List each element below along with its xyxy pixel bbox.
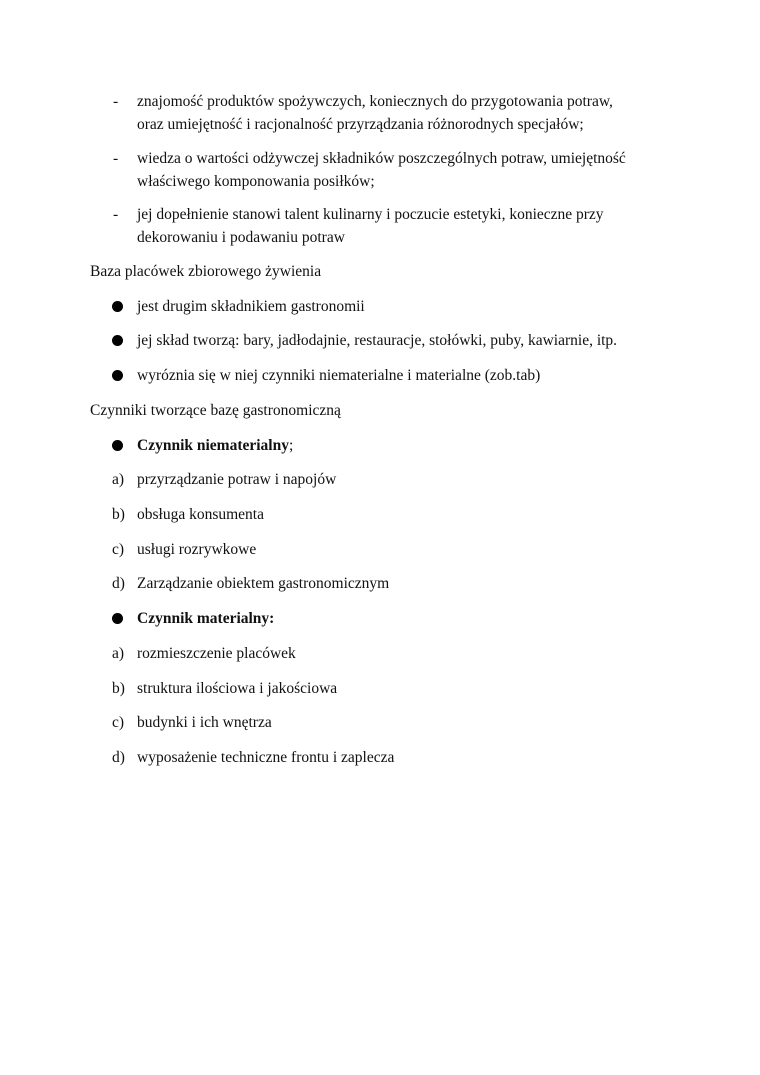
dash-marker: - — [113, 93, 119, 110]
lettered-item-text: rozmieszczenie placówek — [137, 645, 296, 662]
bullet-icon — [112, 335, 123, 346]
lettered-item-text: struktura ilościowa i jakościowa — [137, 680, 338, 697]
bullet-icon — [112, 370, 123, 381]
letter-marker: b) — [112, 680, 125, 697]
lettered-item-text: usługi rozrywkowe — [137, 541, 257, 558]
factor-title-bold: Czynnik niematerialny — [137, 437, 289, 454]
text-line: właściwego komponowania posiłków; — [137, 173, 375, 190]
dash-item-text — [137, 90, 677, 136]
heading-text: Baza placówek zbiorowego żywienia — [90, 263, 322, 280]
bullet-text: jest drugim składnikiem gastronomii — [137, 298, 365, 315]
letter-marker: d) — [112, 749, 125, 766]
text-line: dekorowaniu i podawaniu potraw — [137, 229, 345, 246]
lettered-item-text: obsługa konsumenta — [137, 506, 264, 523]
bullet-icon — [112, 613, 123, 624]
dash-item-text — [137, 203, 677, 249]
letter-marker: b) — [112, 506, 125, 523]
heading-text: Czynniki tworzące bazę gastronomiczną — [90, 402, 341, 419]
factor-title-bold: Czynnik materialny: — [137, 610, 275, 627]
lettered-item-text: Zarządzanie obiektem gastronomicznym — [137, 575, 390, 592]
bullet-text: jej skład tworzą: bary, jadłodajnie, restauracje, stołówki, puby, kawiarnie, itp. — [137, 332, 618, 349]
bullet-icon — [112, 301, 123, 312]
factor-title-suffix: ; — [289, 437, 294, 454]
text-line: jej dopełnienie stanowi talent kulinarny i poczucie estetyki, konieczne przy — [137, 206, 604, 223]
letter-marker: a) — [112, 471, 125, 488]
lettered-item-text: przyrządzanie potraw i napojów — [137, 471, 337, 488]
letter-marker: a) — [112, 645, 125, 662]
lettered-item-text: wyposażenie techniczne frontu i zaplecza — [137, 749, 395, 766]
letter-marker: c) — [112, 541, 125, 558]
dash-item-text — [137, 147, 677, 193]
text-line: znajomość produktów spożywczych, koniecznych do przygotowania potraw, — [137, 93, 613, 110]
factor-title — [137, 607, 677, 630]
bullet-icon — [112, 440, 123, 451]
text-line: wiedza o wartości odżywczej składników poszczególnych potraw, umiejętność — [137, 150, 626, 167]
letter-marker: d) — [112, 575, 125, 592]
dash-marker: - — [113, 150, 119, 167]
lettered-item-text: budynki i ich wnętrza — [137, 714, 272, 731]
dash-marker: - — [113, 206, 119, 223]
factor-title — [137, 434, 677, 457]
letter-marker: c) — [112, 714, 125, 731]
text-line: oraz umiejętność i racjonalność przyrządzania różnorodnych specjałów; — [137, 116, 584, 133]
bullet-text: wyróznia się w niej czynniki niematerialne i materialne (zob.tab) — [137, 367, 541, 384]
